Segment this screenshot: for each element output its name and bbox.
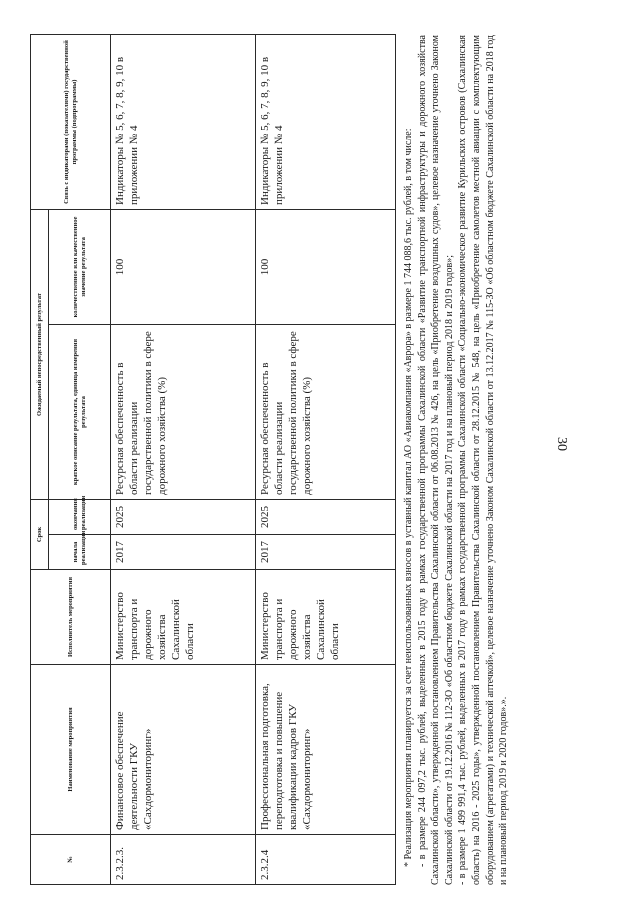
header-num: № (31, 835, 111, 885)
row-value: 100 (256, 210, 396, 325)
footnote-paragraph-1: * Реализация мероприятия планируется за счет неиспользованных взносов в уставный капитал АО «Авиакомпания «Аврора» в размере 1 744 088,6 тыс. рублей, в том числе: (403, 128, 414, 867)
page-number: 30 (554, 437, 569, 451)
header-expected-value: количественное или качественное значение результата (49, 210, 111, 325)
row-executor: Министерство транспорта и дорожного хозяйства Сахалинской области (111, 570, 256, 665)
row-start: 2017 (256, 535, 396, 570)
footnote-paragraph-2: - в размере 244 097,2 тыс. рублей, выделенных в 2015 году в рамках государственной программы Сахалинской области «Развитие транспортной инфраструктуры и дорожного хозяйства Сахалинской области», утвержденной постановлением Правительства Сахалинской области от 06.08.2013 № 426, на цель «Приобретение воздушных судов», целевое назначение уточнено Законом Сахалинской области от 19.12.2016 № 112-ЗО «Об областном бюджете Сахалинской области на 2017 год и на плановый период 2018 и 2019 годов»; (416, 35, 455, 885)
measures-table (30, 34, 396, 885)
table-row (256, 35, 396, 885)
header-link: Связь с индикаторами (показателями) государственной программы (подпрограммы) (31, 35, 111, 210)
header-expected: Ожидаемый непосредственный результат (31, 210, 49, 500)
footnote (402, 35, 511, 885)
header-executor: Исполнитель мероприятия (31, 570, 111, 665)
row-end: 2025 (111, 500, 256, 535)
row-start: 2017 (111, 535, 256, 570)
row-num: 2.3.2.4 (256, 835, 396, 885)
row-name: Финансовое обеспечение деятельности ГКУ «Сахдормониторинг» (111, 665, 256, 835)
row-value: 100 (111, 210, 256, 325)
header-name: Наименование мероприятия (31, 665, 111, 835)
row-end: 2025 (256, 500, 396, 535)
row-num: 2.3.2.3. (111, 835, 256, 885)
row-desc: Ресурсная обеспеченность в области реализации государственной политики в сфере дорожного хозяйства (%) (111, 325, 256, 500)
row-link: Индикаторы № 5, 6, 7, 8, 9, 10 в приложении № 4 (256, 35, 396, 210)
row-link: Индикаторы № 5, 6, 7, 8, 9, 10 в приложении № 4 (111, 35, 256, 210)
footnote-paragraph-3: - в размере 1 499 991,4 тыс. рублей, выделенных в 2017 году в рамках государственной программы Сахалинской области «Социально-экономическое развитие Курильских островов (Сахалинская область) на 2016 - 2025 годы», утвержденной постановлением Правительства Сахалинской области от 28.12.2015 № 548, на цель «Приобретение самолетов местной авиации с комплектующим оборудованием (агрегатами) и технической аптечкой», целевое назначение уточнено Законом Сахалинской области от 13.12.2017 № 115-ЗО «Об областном бюджете Сахалинской области на 2018 год и на плановый период 2019 и 2020 годов».». (457, 35, 510, 885)
header-expected-desc: краткое описание результата, единица измерения результата (49, 325, 111, 500)
rotated-page-content (30, 35, 590, 885)
header-row-1 (31, 35, 49, 885)
header-term-start: начала реализации (49, 535, 111, 570)
table-row (111, 35, 256, 885)
row-executor: Министерство транспорта и дорожного хозяйства Сахалинской области (256, 570, 396, 665)
header-term-end: окончания реализации (49, 500, 111, 535)
row-name: Профессиональная подготовка, переподготовка и повышение квалификации кадров ГКУ «Сахдормониторинг» (256, 665, 396, 835)
header-term: Срок (31, 500, 49, 570)
row-desc: Ресурсная обеспеченность в области реализации государственной политики в сфере дорожного хозяйства (%) (256, 325, 396, 500)
